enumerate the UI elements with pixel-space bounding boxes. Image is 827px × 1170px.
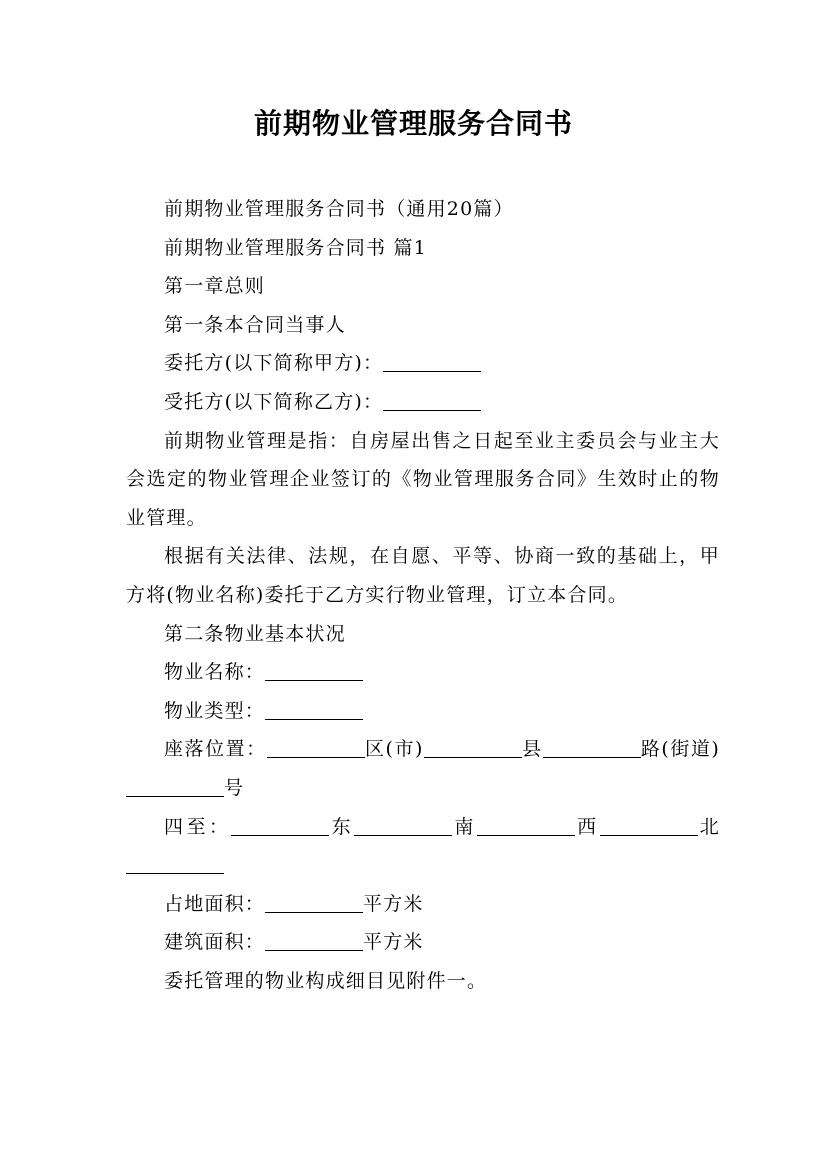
- document-title: 前期物业管理服务合同书: [253, 107, 573, 140]
- fill-in-blank: [265, 700, 363, 720]
- fill-in-blank: [383, 391, 481, 411]
- paragraph-text: 号: [224, 776, 245, 799]
- paragraph-p1: [126, 229, 720, 268]
- paragraph-text: 受托方(以下简称乙方)：: [164, 390, 384, 413]
- paragraph-text: 委托方(以下简称甲方)：: [164, 352, 384, 375]
- fill-in-blank: [354, 816, 452, 836]
- fill-in-blank: [543, 738, 641, 758]
- paragraph-text: 平方米: [363, 931, 424, 954]
- paragraph-p9: [126, 653, 720, 692]
- paragraph-text: 南: [452, 815, 477, 838]
- paragraph-text: 平方米: [363, 892, 424, 915]
- paragraph-text: 委托管理的物业构成细目见附件一。: [164, 969, 488, 992]
- paragraph-text: 第一章总则: [164, 275, 266, 298]
- paragraph-text: 第一条本合同当事人: [164, 313, 346, 336]
- paragraph-text: 区(市): [364, 738, 424, 761]
- fill-in-blank: [600, 816, 698, 836]
- paragraph-text: 第二条物业基本状况: [164, 622, 346, 645]
- paragraph-p13: [126, 885, 720, 924]
- paragraph-text: 西: [574, 815, 600, 838]
- fill-in-blank: [267, 738, 365, 758]
- document-body: [126, 190, 720, 1000]
- paragraph-p7: [126, 537, 720, 614]
- paragraph-p2: [126, 267, 720, 306]
- paragraph-text: 前期物业管理服务合同书（通用20篇）: [164, 198, 514, 220]
- paragraph-text: 座落位置：: [164, 738, 267, 761]
- paragraph-p4: [126, 344, 720, 383]
- paragraph-text: 前期物业管理是指：自房屋出售之日起至业主委员会与业主大会选定的物业管理企业签订的《物业管理服务合同》生效时止的物业管理。: [126, 429, 720, 529]
- paragraph-text: 前期物业管理服务合同书 篇1: [164, 236, 427, 259]
- paragraph-text: 东: [329, 815, 355, 838]
- paragraph-text: 北: [697, 815, 720, 838]
- paragraph-text: 物业类型：: [164, 699, 266, 722]
- paragraph-p14: [126, 923, 720, 962]
- paragraph-text: 建筑面积：: [164, 931, 266, 954]
- paragraph-p3: [126, 306, 720, 345]
- fill-in-blank: [126, 777, 224, 797]
- paragraph-p11: [126, 730, 720, 807]
- fill-in-blank: [424, 738, 522, 758]
- paragraph-p12: [126, 808, 720, 885]
- fill-in-blank: [383, 352, 481, 372]
- fill-in-blank: [265, 661, 363, 681]
- fill-in-blank: [477, 816, 575, 836]
- paragraph-text: 四至：: [164, 815, 232, 838]
- paragraph-p15: [126, 962, 720, 1001]
- fill-in-blank: [265, 931, 363, 951]
- paragraph-p8: [126, 615, 720, 654]
- paragraph-text: 路(街道): [640, 738, 721, 761]
- paragraph-p5: [126, 383, 720, 422]
- paragraph-text: 根据有关法律、法规，在自愿、平等、协商一致的基础上，甲方将(物业名称)委托于乙方实行物业管理，订立本合同。: [126, 545, 720, 606]
- fill-in-blank: [231, 816, 329, 836]
- paragraph-p10: [126, 692, 720, 731]
- fill-in-blank: [265, 893, 363, 913]
- fill-in-blank: [126, 854, 224, 874]
- paragraph-text: 占地面积：: [164, 892, 266, 915]
- paragraph-text: 县: [521, 738, 543, 761]
- paragraph-text: 物业名称：: [164, 661, 266, 684]
- paragraph-p0: [126, 190, 720, 229]
- paragraph-p6: [126, 422, 720, 538]
